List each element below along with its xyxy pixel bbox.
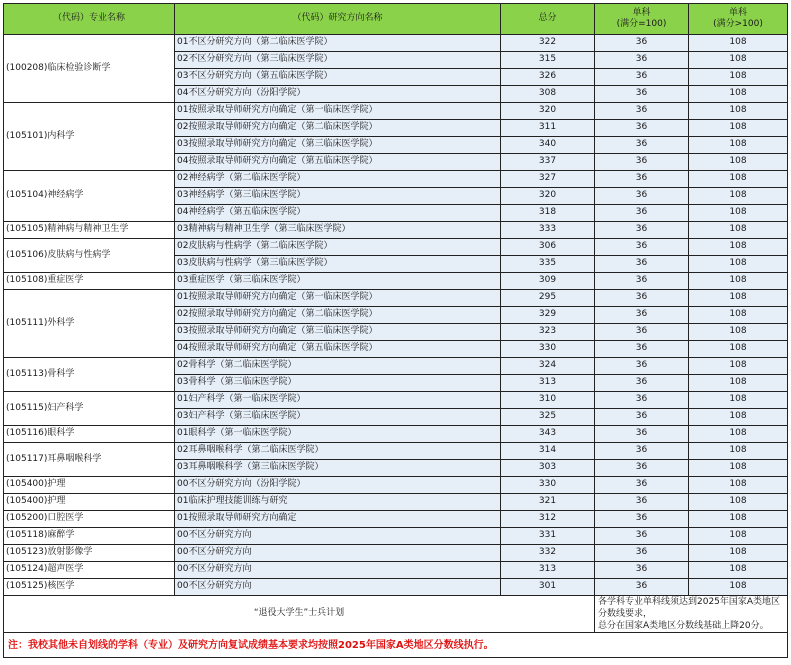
direction-cell: 01按照录取导师研究方向确定: [175, 511, 501, 528]
single-100-cell: 36: [595, 137, 689, 154]
total-score-cell: 301: [501, 579, 595, 596]
single-100-cell: 36: [595, 35, 689, 52]
total-score-cell: 313: [501, 562, 595, 579]
major-name-cell: (105117)耳鼻咽喉科学: [4, 443, 175, 477]
header-single-over-100: [689, 4, 788, 35]
single-over-100-cell: 108: [689, 222, 788, 239]
major-name-cell: (105124)超声医学: [4, 562, 175, 579]
direction-cell: 02骨科学（第二临床医学院）: [175, 358, 501, 375]
table-row: [4, 103, 788, 120]
total-score-cell: 323: [501, 324, 595, 341]
single-over-100-cell: 108: [689, 188, 788, 205]
single-100-cell: 36: [595, 494, 689, 511]
direction-cell: 00不区分研究方向: [175, 562, 501, 579]
single-100-cell: 36: [595, 69, 689, 86]
major-name-cell: (105101)内科学: [4, 103, 175, 171]
total-score-cell: 309: [501, 273, 595, 290]
total-score-cell: 295: [501, 290, 595, 307]
direction-cell: 02皮肤病与性病学（第二临床医学院）: [175, 239, 501, 256]
table-row: [4, 222, 788, 239]
major-name-cell: (100208)临床检验诊断学: [4, 35, 175, 103]
single-over-100-cell: 108: [689, 154, 788, 171]
direction-cell: 01眼科学（第一临床医学院）: [175, 426, 501, 443]
major-name-cell: (105118)麻醉学: [4, 528, 175, 545]
major-name-cell: (105125)核医学: [4, 579, 175, 596]
table-row: [4, 171, 788, 188]
single-over-100-cell: 108: [689, 358, 788, 375]
direction-cell: 04按照录取导师研究方向确定（第五临床医学院）: [175, 154, 501, 171]
single-100-cell: 36: [595, 511, 689, 528]
total-score-cell: 322: [501, 35, 595, 52]
table-row: [4, 477, 788, 494]
single-over-100-cell: 108: [689, 579, 788, 596]
direction-cell: 00不区分研究方向: [175, 545, 501, 562]
single-over-100-cell: 108: [689, 239, 788, 256]
direction-cell: 00不区分研究方向（汾阳学院）: [175, 477, 501, 494]
header-single-over-100-line1: 单科: [728, 7, 747, 18]
major-name-cell: (105123)放射影像学: [4, 545, 175, 562]
single-100-cell: 36: [595, 443, 689, 460]
major-name-cell: (105116)眼科学: [4, 426, 175, 443]
table-row: [4, 562, 788, 579]
single-100-cell: 36: [595, 341, 689, 358]
direction-cell: 03骨科学（第三临床医学院）: [175, 375, 501, 392]
table-row: [4, 579, 788, 596]
single-100-cell: 36: [595, 426, 689, 443]
header-single-100: [595, 4, 689, 35]
major-name-cell: (105104)神经病学: [4, 171, 175, 222]
direction-cell: 01按照录取导师研究方向确定（第一临床医学院）: [175, 103, 501, 120]
requirement-line-2: 总分在国家A类地区分数线基础上降20分。: [598, 621, 769, 632]
direction-cell: 03按照录取导师研究方向确定（第三临床医学院）: [175, 137, 501, 154]
single-100-cell: 36: [595, 188, 689, 205]
major-name-cell: (105400)护理: [4, 477, 175, 494]
single-100-cell: 36: [595, 477, 689, 494]
requirement-line-1: 各学科专业单科线须达到2025年国家A类地区分数线要求，: [598, 597, 781, 620]
direction-cell: 01不区分研究方向（第二临床医学院）: [175, 35, 501, 52]
single-over-100-cell: 108: [689, 494, 788, 511]
single-100-cell: 36: [595, 358, 689, 375]
header-single-100-line1: 单科: [632, 7, 651, 18]
total-score-cell: 308: [501, 86, 595, 103]
major-name-cell: (105105)精神病与精神卫生学: [4, 222, 175, 239]
direction-cell: 04不区分研究方向（汾阳学院）: [175, 86, 501, 103]
single-over-100-cell: 108: [689, 562, 788, 579]
major-name-cell: (105106)皮肤病与性病学: [4, 239, 175, 273]
total-score-cell: 335: [501, 256, 595, 273]
single-100-cell: 36: [595, 409, 689, 426]
total-score-cell: 321: [501, 494, 595, 511]
soldier-plan-label: “退役大学生”士兵计划: [4, 596, 595, 633]
direction-cell: 03重症医学（第三临床医学院）: [175, 273, 501, 290]
single-100-cell: 36: [595, 290, 689, 307]
direction-cell: 01临床护理技能训练与研究: [175, 494, 501, 511]
direction-cell: 03不区分研究方向（第五临床医学院）: [175, 69, 501, 86]
total-score-cell: 343: [501, 426, 595, 443]
table-row: [4, 494, 788, 511]
total-score-cell: 331: [501, 528, 595, 545]
single-over-100-cell: 108: [689, 443, 788, 460]
table-row: [4, 290, 788, 307]
score-table-container: [3, 3, 787, 658]
requirement-cell: [595, 596, 788, 633]
direction-cell: 03妇产科学（第三临床医学院）: [175, 409, 501, 426]
direction-cell: 04按照录取导师研究方向确定（第五临床医学院）: [175, 341, 501, 358]
total-score-cell: 330: [501, 477, 595, 494]
direction-cell: 03神经病学（第三临床医学院）: [175, 188, 501, 205]
table-row: [4, 358, 788, 375]
note-row: [4, 633, 788, 658]
total-score-cell: 306: [501, 239, 595, 256]
single-over-100-cell: 108: [689, 273, 788, 290]
single-100-cell: 36: [595, 256, 689, 273]
major-name-cell: (105400)护理: [4, 494, 175, 511]
single-over-100-cell: 108: [689, 290, 788, 307]
total-score-cell: 327: [501, 171, 595, 188]
total-score-cell: 314: [501, 443, 595, 460]
total-score-cell: 324: [501, 358, 595, 375]
score-table: [3, 3, 788, 658]
major-name-cell: (105115)妇产科学: [4, 392, 175, 426]
total-score-cell: 326: [501, 69, 595, 86]
single-over-100-cell: 108: [689, 409, 788, 426]
single-100-cell: 36: [595, 239, 689, 256]
total-score-cell: 329: [501, 307, 595, 324]
direction-cell: 00不区分研究方向: [175, 579, 501, 596]
direction-cell: 04神经病学（第五临床医学院）: [175, 205, 501, 222]
direction-cell: 02耳鼻咽喉科学（第二临床医学院）: [175, 443, 501, 460]
single-100-cell: 36: [595, 120, 689, 137]
direction-cell: 01妇产科学（第一临床医学院）: [175, 392, 501, 409]
header-single-100-line2: (满分=100): [616, 19, 667, 29]
single-over-100-cell: 108: [689, 528, 788, 545]
single-100-cell: 36: [595, 460, 689, 477]
single-over-100-cell: 108: [689, 545, 788, 562]
direction-cell: 02按照录取导师研究方向确定（第二临床医学院）: [175, 307, 501, 324]
major-name-cell: (105200)口腔医学: [4, 511, 175, 528]
note-text: 注：我校其他未自划线的学科（专业）及研究方向复试成绩基本要求均按照2025年国家A类地区分数线执行。: [4, 633, 788, 658]
total-score-cell: 332: [501, 545, 595, 562]
single-over-100-cell: 108: [689, 69, 788, 86]
single-100-cell: 36: [595, 171, 689, 188]
table-row: [4, 511, 788, 528]
single-over-100-cell: 108: [689, 477, 788, 494]
direction-cell: 00不区分研究方向: [175, 528, 501, 545]
direction-cell: 02按照录取导师研究方向确定（第二临床医学院）: [175, 120, 501, 137]
total-score-cell: 337: [501, 154, 595, 171]
direction-cell: 03精神病与精神卫生学（第三临床医学院）: [175, 222, 501, 239]
single-over-100-cell: 108: [689, 256, 788, 273]
single-100-cell: 36: [595, 579, 689, 596]
single-over-100-cell: 108: [689, 171, 788, 188]
single-100-cell: 36: [595, 528, 689, 545]
single-100-cell: 36: [595, 205, 689, 222]
table-row: [4, 35, 788, 52]
total-score-cell: 303: [501, 460, 595, 477]
direction-cell: 02不区分研究方向（第三临床医学院）: [175, 52, 501, 69]
table-body: [4, 35, 788, 596]
footer-row: [4, 596, 788, 633]
single-100-cell: 36: [595, 222, 689, 239]
single-over-100-cell: 108: [689, 375, 788, 392]
total-score-cell: 313: [501, 375, 595, 392]
header-direction: （代码）研究方向名称: [175, 4, 501, 35]
total-score-cell: 315: [501, 52, 595, 69]
total-score-cell: 312: [501, 511, 595, 528]
single-over-100-cell: 108: [689, 137, 788, 154]
single-over-100-cell: 108: [689, 86, 788, 103]
table-row: [4, 392, 788, 409]
total-score-cell: 325: [501, 409, 595, 426]
single-100-cell: 36: [595, 103, 689, 120]
single-over-100-cell: 108: [689, 103, 788, 120]
table-row: [4, 426, 788, 443]
table-row: [4, 528, 788, 545]
single-over-100-cell: 108: [689, 511, 788, 528]
total-score-cell: 318: [501, 205, 595, 222]
total-score-cell: 320: [501, 188, 595, 205]
single-100-cell: 36: [595, 562, 689, 579]
total-score-cell: 330: [501, 341, 595, 358]
single-100-cell: 36: [595, 324, 689, 341]
direction-cell: 03按照录取导师研究方向确定（第三临床医学院）: [175, 324, 501, 341]
single-100-cell: 36: [595, 392, 689, 409]
direction-cell: 02神经病学（第二临床医学院）: [175, 171, 501, 188]
header-major: （代码）专业名称: [4, 4, 175, 35]
table-row: [4, 239, 788, 256]
single-over-100-cell: 108: [689, 324, 788, 341]
table-row: [4, 443, 788, 460]
single-over-100-cell: 108: [689, 120, 788, 137]
header-row: [4, 4, 788, 35]
total-score-cell: 310: [501, 392, 595, 409]
major-name-cell: (105113)骨科学: [4, 358, 175, 392]
single-over-100-cell: 108: [689, 35, 788, 52]
single-over-100-cell: 108: [689, 460, 788, 477]
table-row: [4, 273, 788, 290]
header-single-over-100-line2: (满分>100): [713, 19, 763, 29]
major-name-cell: (105108)重症医学: [4, 273, 175, 290]
single-over-100-cell: 108: [689, 205, 788, 222]
single-over-100-cell: 108: [689, 307, 788, 324]
single-100-cell: 36: [595, 375, 689, 392]
single-over-100-cell: 108: [689, 52, 788, 69]
total-score-cell: 333: [501, 222, 595, 239]
single-100-cell: 36: [595, 86, 689, 103]
direction-cell: 01按照录取导师研究方向确定（第一临床医学院）: [175, 290, 501, 307]
single-100-cell: 36: [595, 307, 689, 324]
header-total: 总分: [501, 4, 595, 35]
single-over-100-cell: 108: [689, 392, 788, 409]
table-row: [4, 545, 788, 562]
single-100-cell: 36: [595, 154, 689, 171]
single-100-cell: 36: [595, 273, 689, 290]
direction-cell: 03皮肤病与性病学（第三临床医学院）: [175, 256, 501, 273]
single-100-cell: 36: [595, 545, 689, 562]
total-score-cell: 340: [501, 137, 595, 154]
single-over-100-cell: 108: [689, 426, 788, 443]
single-100-cell: 36: [595, 52, 689, 69]
total-score-cell: 311: [501, 120, 595, 137]
total-score-cell: 320: [501, 103, 595, 120]
major-name-cell: (105111)外科学: [4, 290, 175, 358]
direction-cell: 03耳鼻咽喉科学（第三临床医学院）: [175, 460, 501, 477]
single-over-100-cell: 108: [689, 341, 788, 358]
